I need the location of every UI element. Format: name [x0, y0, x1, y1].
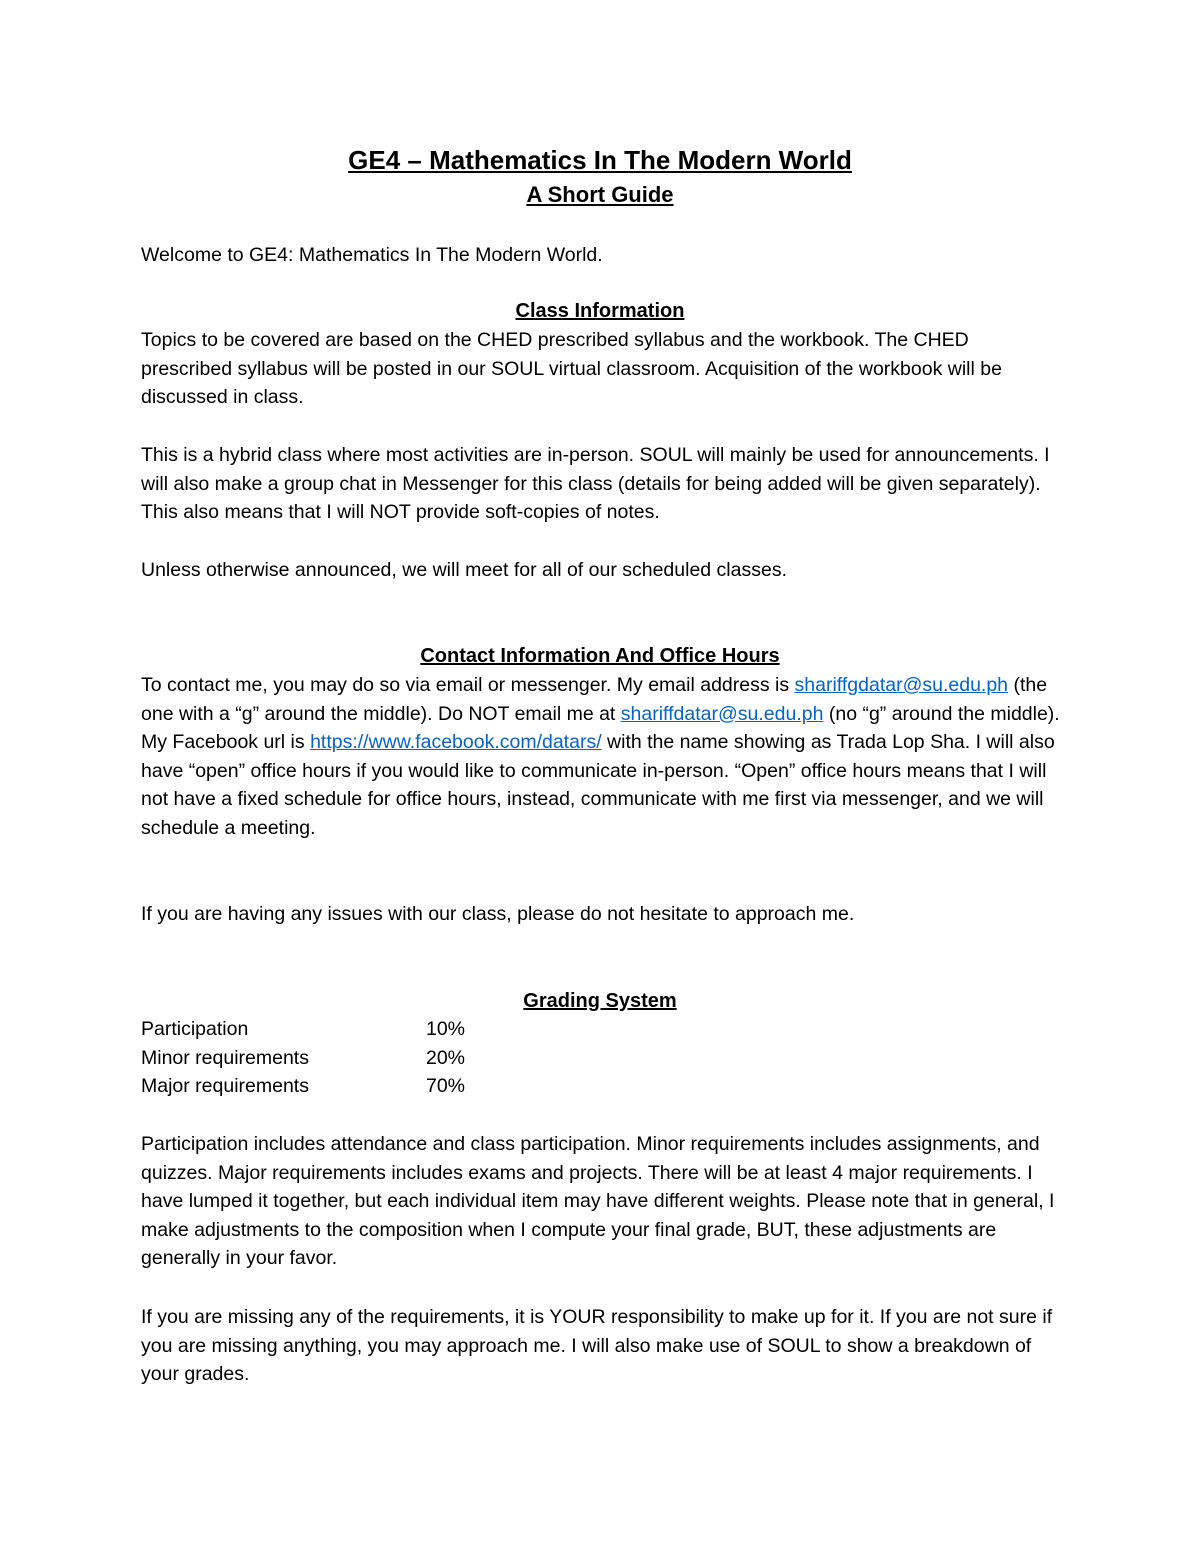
grading-row-value: 10% — [425, 1018, 465, 1040]
grading-row-name: Major requirements — [141, 1075, 309, 1098]
grading-row — [141, 1072, 465, 1101]
grading-row-name: Minor requirements — [141, 1046, 309, 1069]
document-title: GE4 – Mathematics In The Modern World — [348, 145, 852, 175]
contact-paragraph-2: If you are having any issues with our class, please do not hesitate to approach me. — [141, 903, 855, 925]
grading-table — [141, 1015, 465, 1101]
contact-text-3: (no “g” around the middle). My Facebook url is — [141, 702, 1060, 754]
contact-text-2: (the one with a “g” around the middle). Do NOT email me at — [141, 674, 1048, 725]
facebook-link[interactable]: https://www.facebook.com/datars/ — [310, 731, 602, 754]
class-info-paragraph-1: Topics to be covered are based on the CHED prescribed syllabus and the workbook. The CHED prescribed syllabus will be posted in our SOUL virtual classroom. Acquisition of the workbook will be discussed in class. — [141, 329, 1002, 409]
grading-paragraph-2: If you are missing any of the requirements, it is YOUR responsibility to make up for it. If you are not sure if you are missing anything, you may approach me. I will also make use of SOUL to show a breakdown of your grades. — [141, 1306, 1053, 1386]
contact-heading: Contact Information And Office Hours — [420, 645, 780, 667]
contact-text-1: To contact me, you may do so via email or messenger. My email address is — [141, 674, 795, 696]
grading-heading: Grading System — [523, 990, 677, 1012]
grading-row-name: Participation — [141, 1018, 249, 1040]
contact-text-4: with the name showing as Trada Lop Sha. I will also have “open” office hours if you would like to communicate in-person. “Open” office hours means that I will not have a fixed schedule for office hours, instead, communicate with me first via messenger, and we will schedule a meeting. — [141, 731, 1055, 839]
email-link-wrong[interactable]: shariffdatar@su.edu.ph — [620, 702, 824, 725]
document-subtitle: A Short Guide — [526, 182, 674, 207]
grading-row-value: 20% — [425, 1046, 465, 1069]
email-link-correct[interactable]: shariffgdatar@su.edu.ph — [794, 674, 1009, 696]
class-info-paragraph-3: Unless otherwise announced, we will meet for all of our scheduled classes. — [141, 559, 787, 581]
class-info-paragraph-2: This is a hybrid class where most activities are in-person. SOUL will mainly be used for announcements. I will also make a group chat in Messenger for this class (details for being added will be given separately). This also means that I will NOT provide soft-copies of notes. — [141, 444, 1050, 524]
class-info-heading: Class Information — [515, 300, 685, 322]
contact-paragraph — [141, 671, 1061, 843]
welcome-text: Welcome to GE4: Mathematics In The Modern World. — [141, 244, 603, 266]
grading-paragraph-1: Participation includes attendance and class participation. Minor requirements includes assignments, and quizzes. Major requirements includes exams and projects. There will be at least 4 major requirements. I have lumped it together, but each individual item may have different weights. Please note that in general, I make adjustments to the composition when I compute your final grade, BUT, these adjustments are generally in your favor. — [141, 1133, 1055, 1270]
grading-row — [141, 1015, 465, 1044]
grading-row-value: 70% — [425, 1075, 465, 1098]
grading-row — [141, 1044, 465, 1073]
